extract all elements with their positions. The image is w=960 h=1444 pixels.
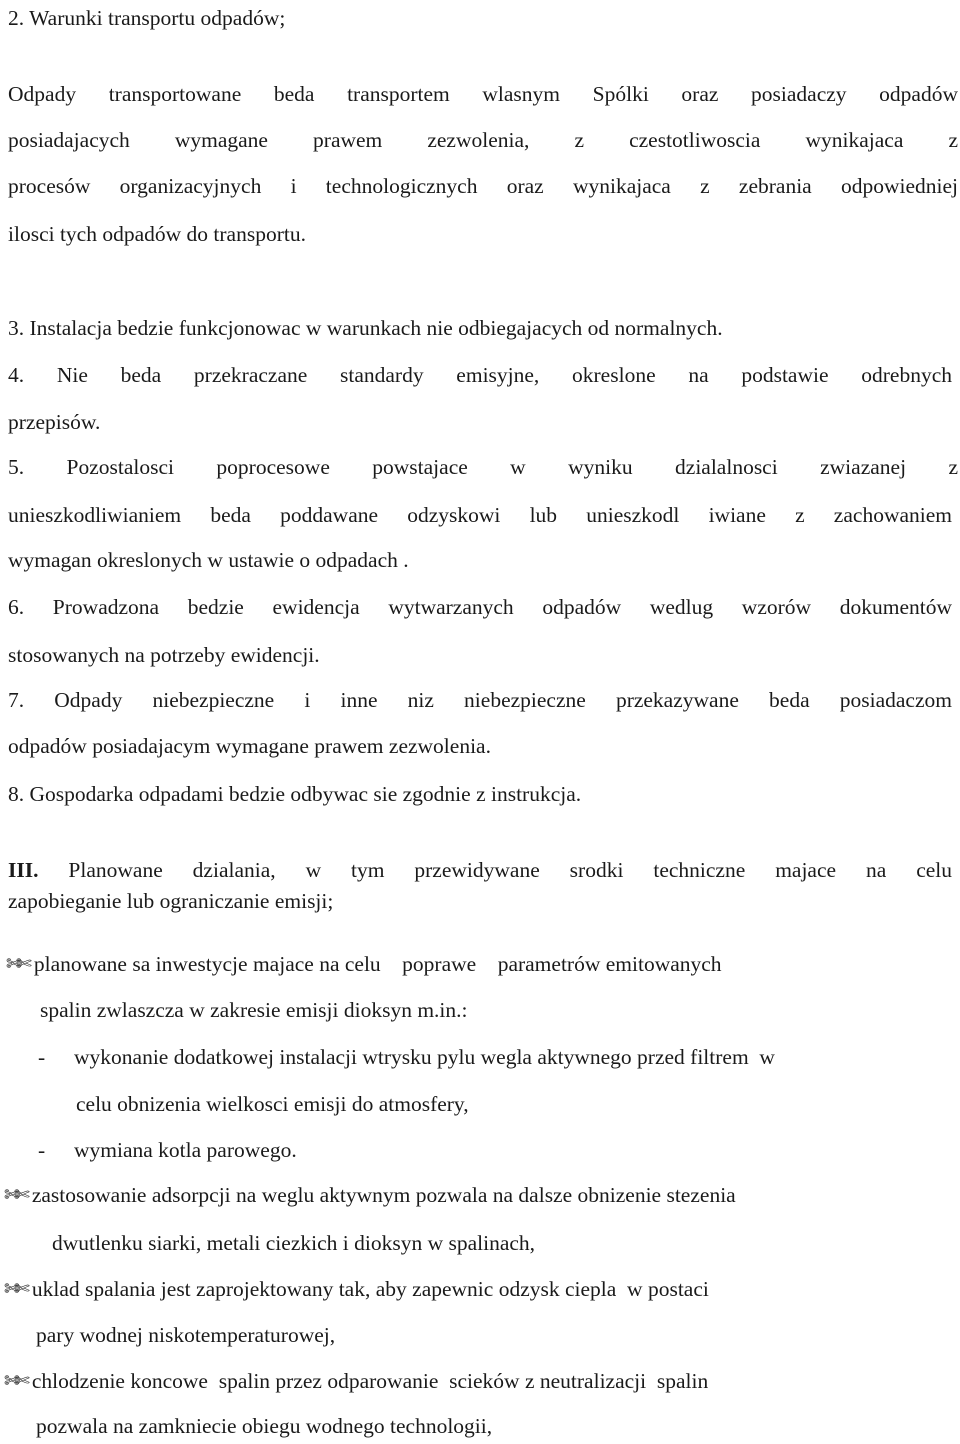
- section-3-numeral: III.: [8, 858, 39, 882]
- scissors-bullet-icon: ✄✄: [4, 1279, 24, 1300]
- item-5-line-3: wymagan okreslonych w ustawie o odpadach .: [8, 548, 409, 572]
- item-5-line-1: 5. Pozostalosci poprocesowe powstajace w wyniku dzialalnosci zwiazanej z: [8, 455, 958, 479]
- bullet-item-3: [4, 1275, 709, 1304]
- section-2-heading: 2. Warunki transportu odpadów;: [8, 6, 286, 30]
- dash-marker: -: [38, 1045, 46, 1069]
- bullet-item-1: [6, 950, 722, 979]
- scissors-bullet-icon: ✄✄: [4, 1185, 24, 1206]
- bullet-item-4-line-2: pozwala na zamkniecie obiegu wodnego technologii,: [36, 1414, 493, 1438]
- bullet-item-4-text: chlodzenie koncowe spalin przez odparowanie scieków z neutralizacji spalin: [31, 1369, 709, 1393]
- item-4-line-1: 4. Nie beda przekraczane standardy emisyjne, okreslone na podstawie odrebnych: [8, 363, 952, 387]
- item-4-line-2: przepisów.: [8, 410, 101, 434]
- section-2-paragraph-line-1: Odpady transportowane beda transportem wlasnym Spólki oraz posiadaczy odpadów: [8, 82, 958, 106]
- bullet-item-3-line-2: pary wodnej niskotemperaturowej,: [36, 1323, 336, 1347]
- item-7-line-1: 7. Odpady niebezpieczne i inne niz niebezpieczne przekazywane beda posiadaczom: [8, 688, 952, 712]
- scissors-bullet-icon: ✄✄: [4, 1371, 24, 1392]
- item-6-line-2: stosowanych na potrzeby ewidencji.: [8, 643, 320, 667]
- dash-item-2-text: wymiana kotla parowego.: [74, 1138, 297, 1162]
- item-8: 8. Gospodarka odpadami bedzie odbywac sie zgodnie z instrukcja.: [8, 782, 582, 806]
- item-3: 3. Instalacja bedzie funkcjonowac w warunkach nie odbiegajacych od normalnych.: [8, 316, 723, 340]
- section-2-paragraph-line-3: procesów organizacyjnych i technologicznych oraz wynikajaca z zebrania odpowiedniej: [8, 174, 958, 198]
- item-6-line-1: 6. Prowadzona bedzie ewidencja wytwarzanych odpadów wedlug wzorów dokumentów: [8, 595, 952, 619]
- dash-item-1: [38, 1043, 775, 1071]
- bullet-item-2-line-2: dwutlenku siarki, metali ciezkich i dioksyn w spalinach,: [52, 1231, 536, 1255]
- bullet-item-1-text: planowane sa inwestycje majace na celu poprawe parametrów emitowanych: [33, 952, 722, 976]
- section-2-paragraph-line-4: ilosci tych odpadów do transportu.: [8, 222, 306, 246]
- bullet-item-1-line-2: spalin zwlaszcza w zakresie emisji dioksyn m.in.:: [40, 998, 468, 1022]
- bullet-item-4: [4, 1367, 708, 1396]
- section-3-heading-line-2: zapobieganie lub ograniczanie emisji;: [8, 889, 334, 913]
- scissors-bullet-icon: ✄✄: [6, 954, 26, 975]
- item-5-line-2: unieszkodliwianiem beda poddawane odzyskowi lub unieszkodl iwiane z zachowaniem: [8, 503, 952, 527]
- dash-marker: -: [38, 1138, 46, 1162]
- dash-item-1-line-2: celu obnizenia wielkosci emisji do atmosfery,: [76, 1092, 469, 1116]
- bullet-item-2: [4, 1181, 736, 1210]
- dash-item-1-text: wykonanie dodatkowej instalacji wtrysku pylu wegla aktywnego przed filtrem w: [74, 1045, 775, 1069]
- item-7-line-2: odpadów posiadajacym wymagane prawem zezwolenia.: [8, 734, 491, 758]
- dash-item-2: [38, 1136, 297, 1164]
- section-3-heading-line-1: [8, 856, 952, 884]
- section-2-paragraph-line-2: posiadajacych wymagane prawem zezwolenia, z czestotliwoscia wynikajaca z: [8, 128, 958, 152]
- bullet-item-3-text: uklad spalania jest zaprojektowany tak, aby zapewnic odzysk ciepla w postaci: [31, 1277, 709, 1301]
- bullet-item-2-text: zastosowanie adsorpcji na weglu aktywnym pozwala na dalsze obnizenie stezenia: [31, 1183, 736, 1207]
- section-3-title: Planowane dzialania, w tym przewidywane srodki techniczne majace na celu: [68, 858, 953, 882]
